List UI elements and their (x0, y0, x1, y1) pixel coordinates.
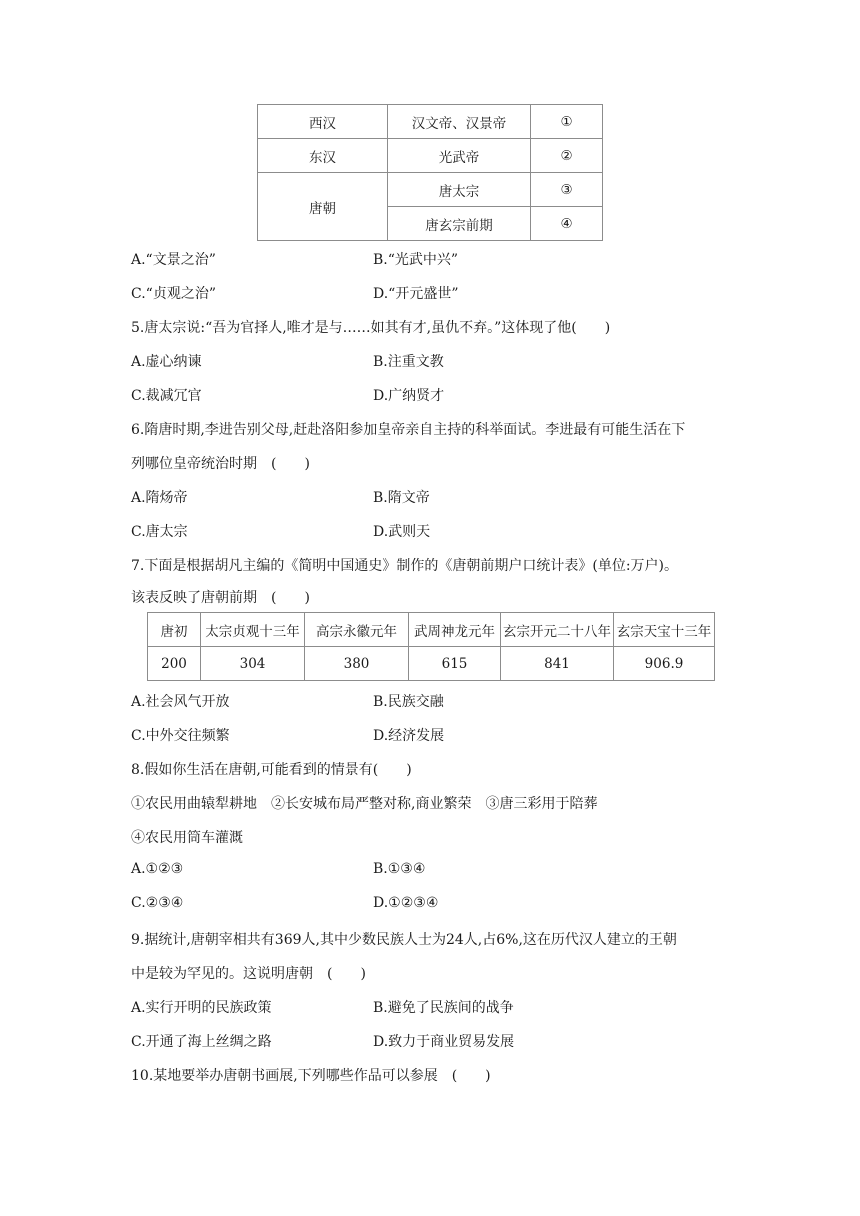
emperor-cell: 唐太宗 (388, 173, 531, 207)
header-cell: 唐初 (148, 613, 201, 647)
q7-option-b: B.民族交融 (373, 694, 444, 710)
q6-stem-line1: 6.隋唐时期,李进告别父母,赶赴洛阳参加皇帝亲自主持的科举面试。李进最有可能生活在下 (131, 422, 686, 438)
q4-option-d: D.“开元盛世” (373, 286, 459, 302)
household-table (147, 612, 715, 681)
q9-option-d: D.致力于商业贸易发展 (373, 1034, 515, 1050)
q6-option-a: A.隋炀帝 (131, 490, 188, 506)
mark-cell: ③ (531, 173, 603, 207)
q5-option-c: C.裁减冗官 (131, 388, 202, 404)
table-row (258, 139, 603, 173)
q4-option-a: A.“文景之治” (131, 252, 216, 268)
emperor-cell: 汉文帝、汉景帝 (388, 105, 531, 139)
dynasty-cell: 西汉 (258, 105, 388, 139)
value-cell: 841 (501, 647, 614, 681)
table-header-row (148, 613, 715, 647)
q8-option-a: A.①②③ (131, 861, 184, 877)
q5-option-d: D.广纳贤才 (373, 388, 445, 404)
dynasty-cell: 东汉 (258, 139, 388, 173)
q5-stem: 5.唐太宗说:“吾为官择人,唯才是与……如其有才,虽仇不弃。”这体现了他( ) (131, 320, 611, 336)
value-cell: 200 (148, 647, 201, 681)
header-cell: 武周神龙元年 (409, 613, 501, 647)
dynasty-table (257, 104, 603, 241)
value-cell: 380 (305, 647, 409, 681)
q8-stem: 8.假如你生活在唐朝,可能看到的情景有( ) (131, 762, 412, 778)
value-cell: 906.9 (614, 647, 715, 681)
mark-cell: ④ (531, 207, 603, 241)
q7-stem-line2: 该表反映了唐朝前期 ( ) (131, 590, 310, 606)
dynasty-cell: 唐朝 (258, 173, 388, 241)
q8-items-line1: ①农民用曲辕犁耕地 ②长安城布局严整对称,商业繁荣 ③唐三彩用于陪葬 (131, 796, 598, 812)
q6-stem-line2: 列哪位皇帝统治时期 ( ) (131, 456, 310, 472)
q9-stem-line1: 9.据统计,唐朝宰相共有369人,其中少数民族人士为24人,占6%,这在历代汉人建立的王朝 (131, 932, 677, 948)
value-cell: 615 (409, 647, 501, 681)
q10-stem: 10.某地要举办唐朝书画展,下列哪些作品可以参展 ( ) (131, 1068, 491, 1084)
header-cell: 高宗永徽元年 (305, 613, 409, 647)
q7-option-d: D.经济发展 (373, 728, 445, 744)
q8-option-c: C.②③④ (131, 895, 184, 911)
q4-option-c: C.“贞观之治” (131, 286, 216, 302)
q7-option-c: C.中外交往频繁 (131, 728, 230, 744)
header-cell: 玄宗开元二十八年 (501, 613, 614, 647)
emperor-cell: 光武帝 (388, 139, 531, 173)
q8-option-d: D.①②③④ (373, 895, 439, 911)
value-cell: 304 (201, 647, 305, 681)
q6-option-d: D.武则天 (373, 524, 431, 540)
q5-option-b: B.注重文教 (373, 354, 444, 370)
q5-option-a: A.虚心纳谏 (131, 354, 202, 370)
q7-stem-line1: 7.下面是根据胡凡主编的《简明中国通史》制作的《唐朝前期户口统计表》(单位:万户)。 (131, 558, 678, 574)
q4-option-b: B.“光武中兴” (373, 252, 459, 268)
table-row (258, 173, 603, 207)
table-row (258, 105, 603, 139)
q8-option-b: B.①③④ (373, 861, 426, 877)
q9-option-a: A.实行开明的民族政策 (131, 1000, 272, 1016)
q9-option-b: B.避免了民族间的战争 (373, 1000, 514, 1016)
q9-option-c: C.开通了海上丝绸之路 (131, 1034, 272, 1050)
mark-cell: ② (531, 139, 603, 173)
q7-option-a: A.社会风气开放 (131, 694, 230, 710)
q9-stem-line2: 中是较为罕见的。这说明唐朝 ( ) (131, 966, 366, 982)
mark-cell: ① (531, 105, 603, 139)
q6-option-c: C.唐太宗 (131, 524, 188, 540)
table-row (148, 647, 715, 681)
emperor-cell: 唐玄宗前期 (388, 207, 531, 241)
header-cell: 太宗贞观十三年 (201, 613, 305, 647)
q6-option-b: B.隋文帝 (373, 490, 430, 506)
q8-items-line2: ④农民用筒车灌溉 (131, 830, 243, 846)
header-cell: 玄宗天宝十三年 (614, 613, 715, 647)
